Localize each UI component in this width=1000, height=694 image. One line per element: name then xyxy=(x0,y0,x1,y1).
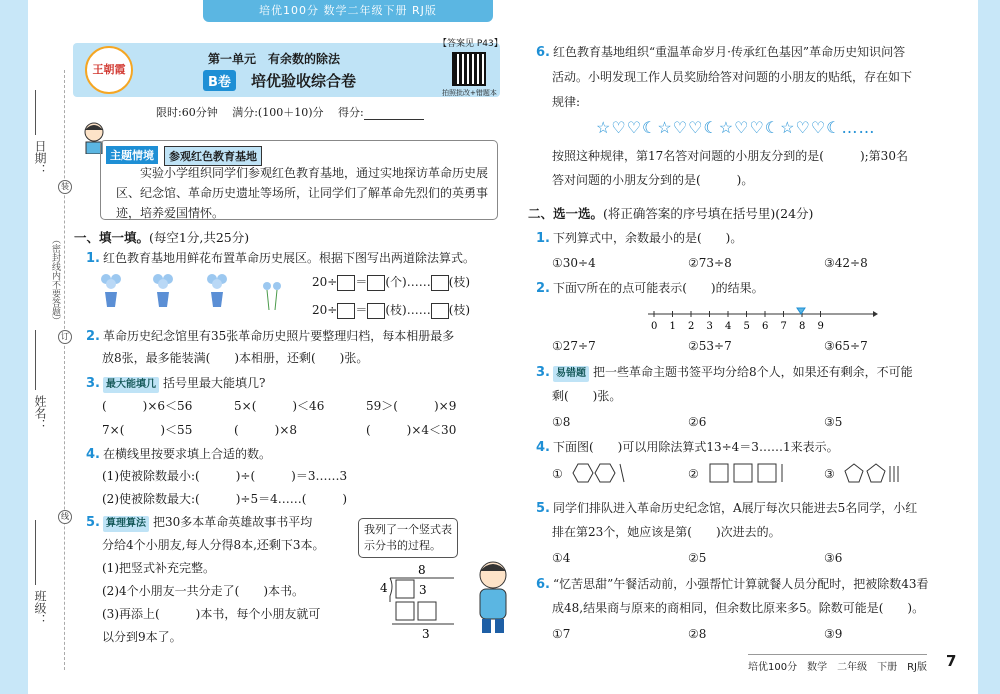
section-1-points: (每空1分,共25分) xyxy=(149,230,250,245)
c2-text: 下面▽所在的点可能表示( )的结果。 xyxy=(552,281,764,295)
q6r-line-2: 活动。小明发现工作人员奖励给答对问题的小朋友的贴纸，存在如下 xyxy=(552,70,913,84)
q2-text-1: 革命历史纪念馆里有35张革命历史照片要整理归档，每本相册最多 xyxy=(102,329,455,343)
q3-prompt xyxy=(86,375,265,393)
flower-vase-icon xyxy=(98,272,124,308)
exam-meta xyxy=(156,104,424,120)
q1-text: 红色教育基地用鲜花布置革命历史展区。根据下图写出两道除法算式。 xyxy=(102,251,475,265)
c3-option-a[interactable]: ①8 xyxy=(552,415,571,429)
c6-text-1: “忆苦思甜”午餐活动前，小强帮忙计算就餐人员分配时，把被除数43看 xyxy=(552,577,929,591)
q6r-number: 6. xyxy=(536,45,550,60)
c6-option-b[interactable]: ②8 xyxy=(688,627,707,641)
pentagons-figure xyxy=(844,462,904,484)
number-line-label: 8 xyxy=(799,321,806,332)
flower-vase-icon xyxy=(204,272,230,308)
score-field[interactable] xyxy=(364,108,424,120)
theme-name: 参观红色教育基地 xyxy=(164,146,262,166)
c2-option-c[interactable]: ③65÷7 xyxy=(824,339,868,353)
date-label: 日期： xyxy=(33,140,47,176)
q4-number: 4. xyxy=(86,447,100,462)
c1-option-b[interactable]: ②73÷8 xyxy=(688,256,732,270)
q5-tag: 算理算法 xyxy=(103,516,149,532)
c1-text: 下列算式中，余数最小的是( )。 xyxy=(552,231,743,245)
c6-line-1 xyxy=(536,576,929,593)
sticker-pattern: ☆♡♡☾☆♡♡☾☆♡♡☾☆♡♡☾…… xyxy=(596,118,876,137)
theme-tag: 主题情境 xyxy=(106,146,158,164)
division-dividend: 3 xyxy=(419,583,427,597)
answer-reference: 【答案见 P43】 xyxy=(438,39,503,49)
q5-number: 5. xyxy=(86,515,100,530)
c5-option-a[interactable]: ①4 xyxy=(552,551,571,565)
q2-line-2: 放8张，最多能装满( )本相册，还剩( )张。 xyxy=(102,351,369,365)
paper-title: 培优验收综合卷 xyxy=(251,72,357,90)
page-number: 7 xyxy=(946,652,957,670)
eq2-part-d: (枝) xyxy=(448,303,471,317)
q3-r2a: 7×( )＜55 xyxy=(102,423,193,437)
c5-line-2: 排在第23个，她应该是第( )次进去的。 xyxy=(552,525,781,539)
q1-prompt xyxy=(86,250,475,267)
q3-r1b: 5×( )＜46 xyxy=(234,399,325,413)
q6r-text-1: 红色教育基地组织“重温革命岁月·传承红色基因”革命历史知识问答 xyxy=(552,45,906,59)
speech-bubble: 我列了一个竖式表示分书的过程。 xyxy=(358,518,458,558)
section-1-heading: 一、填一填。 xyxy=(74,230,150,245)
c3-number: 3. xyxy=(536,365,550,380)
number-line-label: 0 xyxy=(651,321,658,332)
c4-number: 4. xyxy=(536,440,550,455)
q5-line-1 xyxy=(86,514,312,532)
c4-text: 下面图( )可以用除法算式13÷4＝3……1来表示。 xyxy=(552,440,839,454)
answer-box[interactable] xyxy=(431,303,449,319)
number-line-label: 2 xyxy=(688,321,695,332)
c5-number: 5. xyxy=(536,501,550,516)
c3-tag: 易错题 xyxy=(553,366,589,382)
seal-note: （密封线内不要答题） xyxy=(50,235,60,325)
time-limit: 限时:60分钟 xyxy=(156,106,218,119)
q6r-line-3: 规律: xyxy=(552,95,581,109)
score-label: 得分: xyxy=(338,106,364,119)
q4-a: (1)使被除数最小:( )÷( )＝3……3 xyxy=(102,469,348,483)
q3-r2b: ( )×8 xyxy=(234,423,298,437)
triangle-marker-icon xyxy=(797,308,805,314)
q4-b: (2)使被除数最大:( )÷5＝4……( ) xyxy=(102,492,348,506)
q1-number: 1. xyxy=(86,251,100,266)
q1-equation-2 xyxy=(312,302,470,319)
eq2-part-c: (枝)…… xyxy=(385,303,431,317)
q2-line-1 xyxy=(86,328,454,345)
brand-logo: 王朝霞 xyxy=(85,46,133,94)
squares-figure xyxy=(708,462,788,484)
c4-prompt xyxy=(536,439,839,456)
top-banner: 培优100分 数学二年级下册 RJ版 xyxy=(203,0,493,22)
section-2-heading: 二、选一选。 xyxy=(528,206,604,221)
c3-text-1: 把一些革命主题书签平均分给8个人，如果还有剩余，不可能 xyxy=(592,365,913,379)
number-line xyxy=(648,306,878,332)
answer-box[interactable] xyxy=(337,303,355,319)
seal-marker-3: 线 xyxy=(58,510,72,524)
page-footer: 培优100分 数学 二年级 下册 RJ版 xyxy=(748,654,927,673)
answer-box[interactable] xyxy=(367,303,385,319)
qr-code-icon xyxy=(452,52,486,86)
q5-text-1: 把30多本革命英雄故事书平均 xyxy=(152,515,313,529)
c2-prompt xyxy=(536,280,764,297)
eq1-part-b: ＝ xyxy=(355,275,368,289)
section-1-title xyxy=(74,228,249,246)
flower-stems-icon xyxy=(260,280,286,316)
c3-line-1 xyxy=(536,364,913,382)
class-line xyxy=(35,520,36,585)
flower-vase-icon xyxy=(150,272,176,308)
q4-prompt xyxy=(86,446,271,463)
number-line-label: 4 xyxy=(725,321,732,332)
answer-box[interactable] xyxy=(367,275,385,291)
seal-line xyxy=(64,70,65,670)
answer-box[interactable] xyxy=(431,275,449,291)
q4-text: 在横线里按要求填上合适的数。 xyxy=(102,447,271,461)
c3-option-b[interactable]: ②6 xyxy=(688,415,707,429)
c6-line-2: 成48,结果商与原来的商相同，但余数比原来多5。除数可能是( )。 xyxy=(552,601,925,615)
c4-option-a[interactable]: ① xyxy=(552,467,563,481)
q3-text: 括号里最大能填几? xyxy=(162,376,266,390)
boy-mascot-icon xyxy=(468,555,518,635)
c6-option-a[interactable]: ①7 xyxy=(552,627,571,641)
c2-option-b[interactable]: ②53÷7 xyxy=(688,339,732,353)
number-line-label: 5 xyxy=(743,321,750,332)
seal-marker-1: 装 xyxy=(58,180,72,194)
number-line-label: 1 xyxy=(669,321,676,332)
answer-box[interactable] xyxy=(396,602,414,620)
c2-number: 2. xyxy=(536,281,550,296)
binding-margin xyxy=(28,0,78,694)
qr-caption: 拍照批改+错题本 xyxy=(442,89,497,97)
hexagons-figure xyxy=(572,462,642,484)
division-remainder: 3 xyxy=(422,627,430,641)
eq2-part-b: ＝ xyxy=(355,303,368,317)
paper-badge: B卷 xyxy=(203,70,236,91)
c4-option-c[interactable]: ③ xyxy=(824,467,835,481)
c1-number: 1. xyxy=(536,231,550,246)
answer-box[interactable] xyxy=(396,580,414,598)
unit-title: 第一单元 有余数的除法 xyxy=(208,52,341,66)
eq2-part-a: 20÷ xyxy=(312,303,338,317)
number-line-label: 3 xyxy=(706,321,713,332)
c6-option-c[interactable]: ③9 xyxy=(824,627,843,641)
number-line-label: 6 xyxy=(762,321,769,332)
q5-line-5: (3)再添上( )本书，每个小朋友就可 xyxy=(102,607,321,621)
q3-r1a: ( )×6＜56 xyxy=(102,399,193,413)
c5-option-b[interactable]: ②5 xyxy=(688,551,707,565)
q2-number: 2. xyxy=(86,329,100,344)
division-divisor: 4 xyxy=(380,581,388,595)
name-line xyxy=(35,330,36,390)
c3-line-2: 剩( )张。 xyxy=(552,389,622,403)
q5-line-4: (2)4个小朋友一共分走了( )本书。 xyxy=(102,584,304,598)
division-quotient: 8 xyxy=(418,563,426,577)
q6r-line-1 xyxy=(536,44,905,61)
section-2-points: (将正确答案的序号填在括号里)(24分) xyxy=(603,206,814,221)
worksheet-page xyxy=(28,0,978,694)
seal-marker-2: 订 xyxy=(58,330,72,344)
eq1-part-d: (枝) xyxy=(448,275,471,289)
c5-text-1: 同学们排队进入革命历史纪念馆，A展厅每次只能进去5名同学，小红 xyxy=(552,501,918,515)
q3-r2c: ( )×4＜30 xyxy=(366,423,457,437)
theme-text: 实验小学组织同学们参观红色教育基地，通过实地探访革命历史展区、纪念馆、革命历史遗址等场所，让同学们了解革命先烈们的英勇事迹，培养爱国情怀。 xyxy=(116,166,489,220)
c4-option-b[interactable]: ② xyxy=(688,467,699,481)
number-line-label: 7 xyxy=(780,321,787,332)
q3-tag: 最大能填几 xyxy=(103,377,159,393)
c5-option-c[interactable]: ③6 xyxy=(824,551,843,565)
section-2-title xyxy=(528,204,813,222)
c1-option-c[interactable]: ③42÷8 xyxy=(824,256,868,270)
c5-line-1 xyxy=(536,500,917,517)
q6r-line-4: 按照这种规律，第17名答对问题的小朋友分到的是( );第30名 xyxy=(552,149,908,163)
number-line-label: 9 xyxy=(817,321,824,332)
q1-equation-1 xyxy=(312,274,470,291)
date-line xyxy=(35,90,36,135)
name-label: 姓名： xyxy=(33,395,47,431)
c1-prompt xyxy=(536,230,742,247)
q6r-line-5: 答对问题的小朋友分到的是( )。 xyxy=(552,173,754,187)
full-score: 满分:(100＋10)分 xyxy=(232,106,324,119)
c3-option-c[interactable]: ③5 xyxy=(824,415,843,429)
wavy-border xyxy=(978,0,1000,694)
eq1-part-a: 20÷ xyxy=(312,275,338,289)
c1-option-a[interactable]: ①30÷4 xyxy=(552,256,596,270)
class-label: 班级： xyxy=(33,590,47,626)
answer-box[interactable] xyxy=(418,602,436,620)
eq1-part-c: (个)…… xyxy=(385,275,431,289)
q5-line-2: 分给4个小朋友,每人分得8本,还剩下3本。 xyxy=(102,538,325,552)
q5-line-3: (1)把竖式补充完整。 xyxy=(102,561,215,575)
c6-number: 6. xyxy=(536,577,550,592)
q3-number: 3. xyxy=(86,376,100,391)
q5-line-6: 以分到9本了。 xyxy=(102,630,182,644)
c2-option-a[interactable]: ①27÷7 xyxy=(552,339,596,353)
answer-box[interactable] xyxy=(337,275,355,291)
q3-r1c: 59＞( )×9 xyxy=(366,399,457,413)
long-division-diagram xyxy=(362,562,472,642)
